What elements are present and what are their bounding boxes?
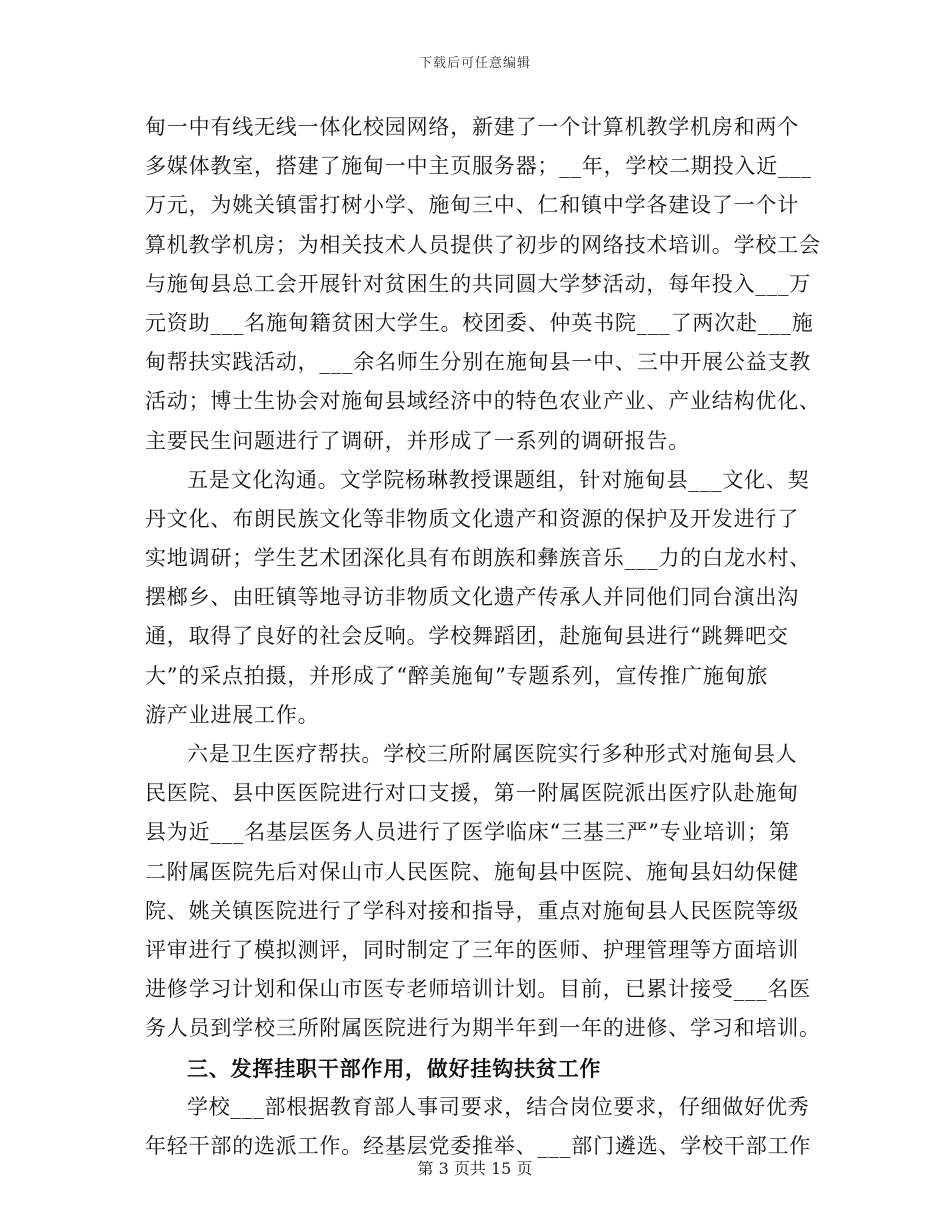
text-line: 院、姚关镇医院进行了学科对接和指导，重点对施甸县人民医院等级 bbox=[145, 898, 799, 923]
body-text bbox=[145, 108, 821, 1166]
text-line: 大”的采点拍摄，并形成了“醉美施甸”专题系列，宣传推广施甸旅 bbox=[145, 663, 769, 688]
paragraph-first-line: 学校___部根据教育部人事司要求，结合岗位要求，仔细做好优秀 bbox=[187, 1094, 810, 1119]
section-heading: 三、发挥挂职干部作用，做好挂钩扶贫工作 bbox=[187, 1055, 602, 1081]
text-line: 务人员到学校三所附属医院进行为期半年到一年的进修、学习和培训。 bbox=[145, 1016, 821, 1041]
text-line: 游产业进展工作。 bbox=[145, 702, 320, 727]
text-line: 与施甸县总工会开展针对贫困生的共同圆大学梦活动，每年投入___万 bbox=[145, 271, 812, 296]
text-line: 主要民生问题进行了调研，并形成了一系列的调研报告。 bbox=[145, 428, 690, 453]
text-line: 元资助___名施甸籍贫困大学生。校团委、仲英书院___了两次赴___施 bbox=[145, 310, 814, 335]
text-line: 通，取得了良好的社会反响。学校舞蹈团，赴施甸县进行“跳舞吧交 bbox=[145, 624, 789, 649]
text-line: 算机教学机房；为相关技术人员提供了初步的网络技术培训。学校工会 bbox=[145, 232, 821, 257]
text-line: 摆榔乡、由旺镇等地寻访非物质文化遗产传承人并同他们同台演出沟 bbox=[145, 585, 799, 610]
text-line: 多媒体教室，搭建了施甸一中主页服务器；__年，学校二期投入近___ bbox=[145, 154, 812, 179]
text-line: 甸一中有线无线一体化校园网络，新建了一个计算机教学机房和两个 bbox=[145, 115, 799, 139]
header-note: 下载后可任意编辑 bbox=[418, 56, 531, 71]
text-line: 县为近___名基层医务人员进行了医学临床“三基三严”专业培训；第 bbox=[145, 820, 791, 845]
text-line: 二附属医院先后对保山市人民医院、施甸县中医院、施甸县妇幼保健 bbox=[145, 859, 799, 884]
text-line: 丹文化、布朗民族文化等非物质文化遗产和资源的保护及开发进行了 bbox=[145, 506, 799, 531]
text-line: 民医院、县中医医院进行对口支援，第一附属医院派出医疗队赴施甸 bbox=[145, 781, 799, 806]
text-line: 年轻干部的选派工作。经基层党委推举、___部门遴选、学校干部工作 bbox=[145, 1133, 812, 1158]
text-line: 甸帮扶实践活动，___余名师生分别在施甸县一中、三中开展公益支教 bbox=[145, 350, 812, 375]
page-number: 第 3 页共 15 页 bbox=[417, 1159, 533, 1178]
text-line: 活动；博士生协会对施甸县域经济中的特色农业产业、产业结构优化、 bbox=[145, 389, 821, 414]
paragraph-first-line: 五是文化沟通。文学院杨琳教授课题组，针对施甸县___文化、契 bbox=[187, 467, 810, 492]
paragraph-first-line: 六是卫生医疗帮扶。学校三所附属医院实行多种形式对施甸县人 bbox=[187, 742, 798, 766]
text-line: 进修学习计划和保山市医专老师培训计划。目前，已累计接受___名医 bbox=[145, 977, 812, 1002]
text-line: 评审进行了模拟测评，同时制定了三年的医师、护理管理等方面培训 bbox=[145, 937, 799, 962]
text-line: 万元，为姚关镇雷打树小学、施甸三中、仁和镇中学各建设了一个计 bbox=[145, 193, 799, 218]
text-line: 实地调研；学生艺术团深化具有布朗族和彝族音乐___力的白龙水村、 bbox=[145, 546, 812, 571]
